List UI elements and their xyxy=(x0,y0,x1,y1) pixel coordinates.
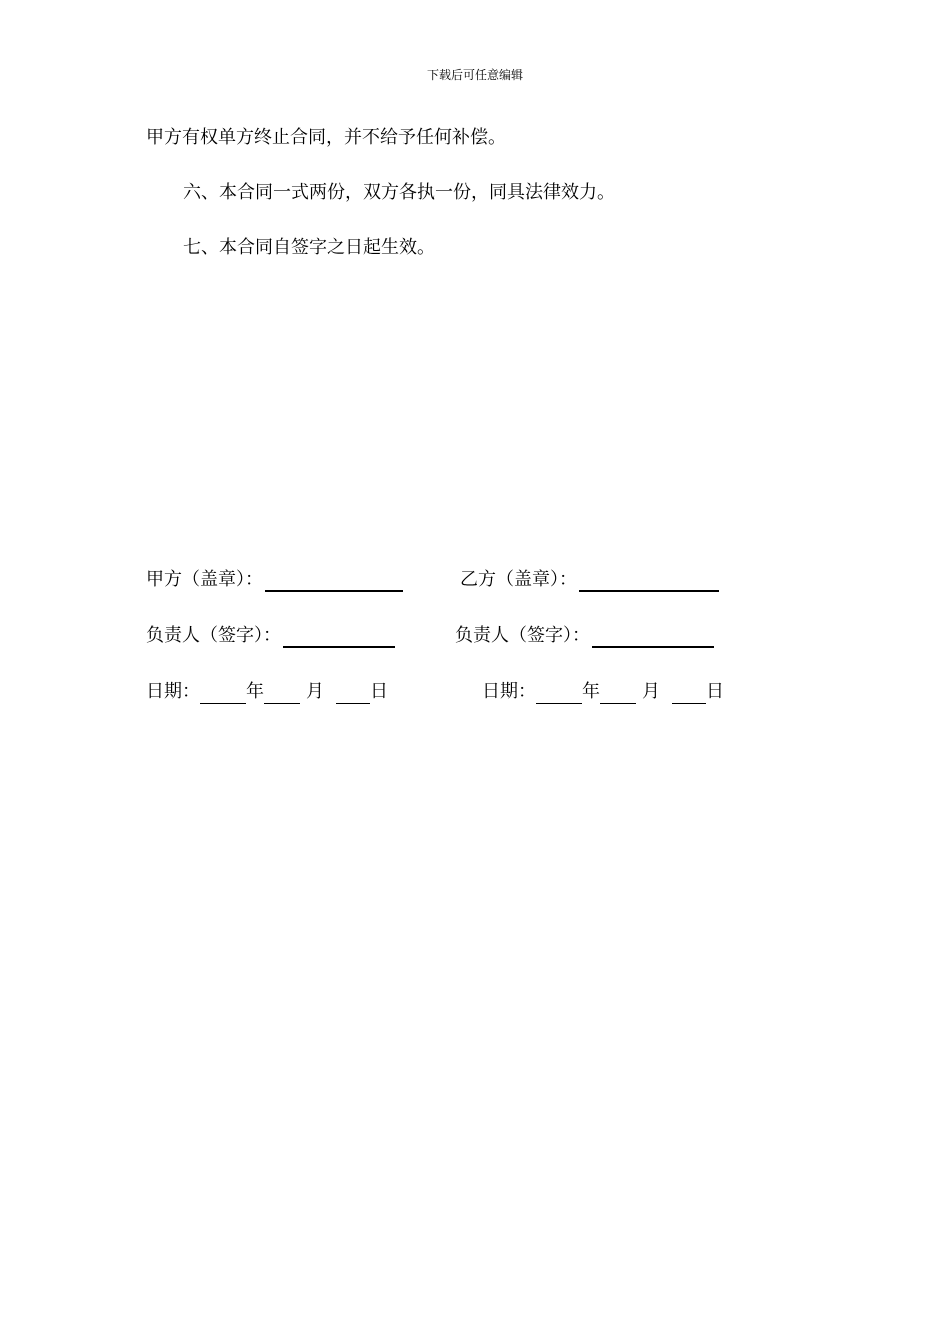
clause-paragraph: 六、本合同一式两份，双方各执一份，同具法律效力。 xyxy=(183,182,615,203)
party-b-seal-line[interactable] xyxy=(579,572,719,592)
party-b-seal-label: 乙方（盖章）： xyxy=(460,569,577,590)
month-blank[interactable] xyxy=(264,685,300,704)
party-b-responsible-field xyxy=(455,624,714,648)
party-a-seal-line[interactable] xyxy=(265,572,403,592)
party-a-responsible-line[interactable] xyxy=(283,628,395,648)
party-a-responsible-field xyxy=(146,624,395,648)
page-header: 下载后可任意编辑 xyxy=(426,68,523,82)
date-label: 日期： xyxy=(482,681,536,702)
party-b-responsible-line[interactable] xyxy=(592,628,714,648)
month-blank[interactable] xyxy=(600,685,636,704)
party-a-date-field xyxy=(146,680,388,704)
year-unit: 年 xyxy=(582,681,600,702)
clause-paragraph: 甲方有权单方终止合同，并不给予任何补偿。 xyxy=(146,127,506,148)
day-blank[interactable] xyxy=(672,685,706,704)
party-b-responsible-label: 负责人（签字）： xyxy=(455,625,590,646)
clause-paragraph: 七、本合同自签字之日起生效。 xyxy=(183,237,435,258)
year-unit: 年 xyxy=(246,681,264,702)
day-blank[interactable] xyxy=(336,685,370,704)
party-b-date-field xyxy=(482,680,724,704)
party-a-seal-field xyxy=(146,568,403,592)
date-label: 日期： xyxy=(146,681,200,702)
party-b-seal-field xyxy=(460,568,719,592)
year-blank[interactable] xyxy=(200,685,246,704)
year-blank[interactable] xyxy=(536,685,582,704)
party-a-seal-label: 甲方（盖章）： xyxy=(146,569,263,590)
month-unit: 月 xyxy=(306,681,324,702)
day-unit: 日 xyxy=(706,681,724,702)
month-unit: 月 xyxy=(642,681,660,702)
party-a-responsible-label: 负责人（签字）： xyxy=(146,625,281,646)
day-unit: 日 xyxy=(370,681,388,702)
